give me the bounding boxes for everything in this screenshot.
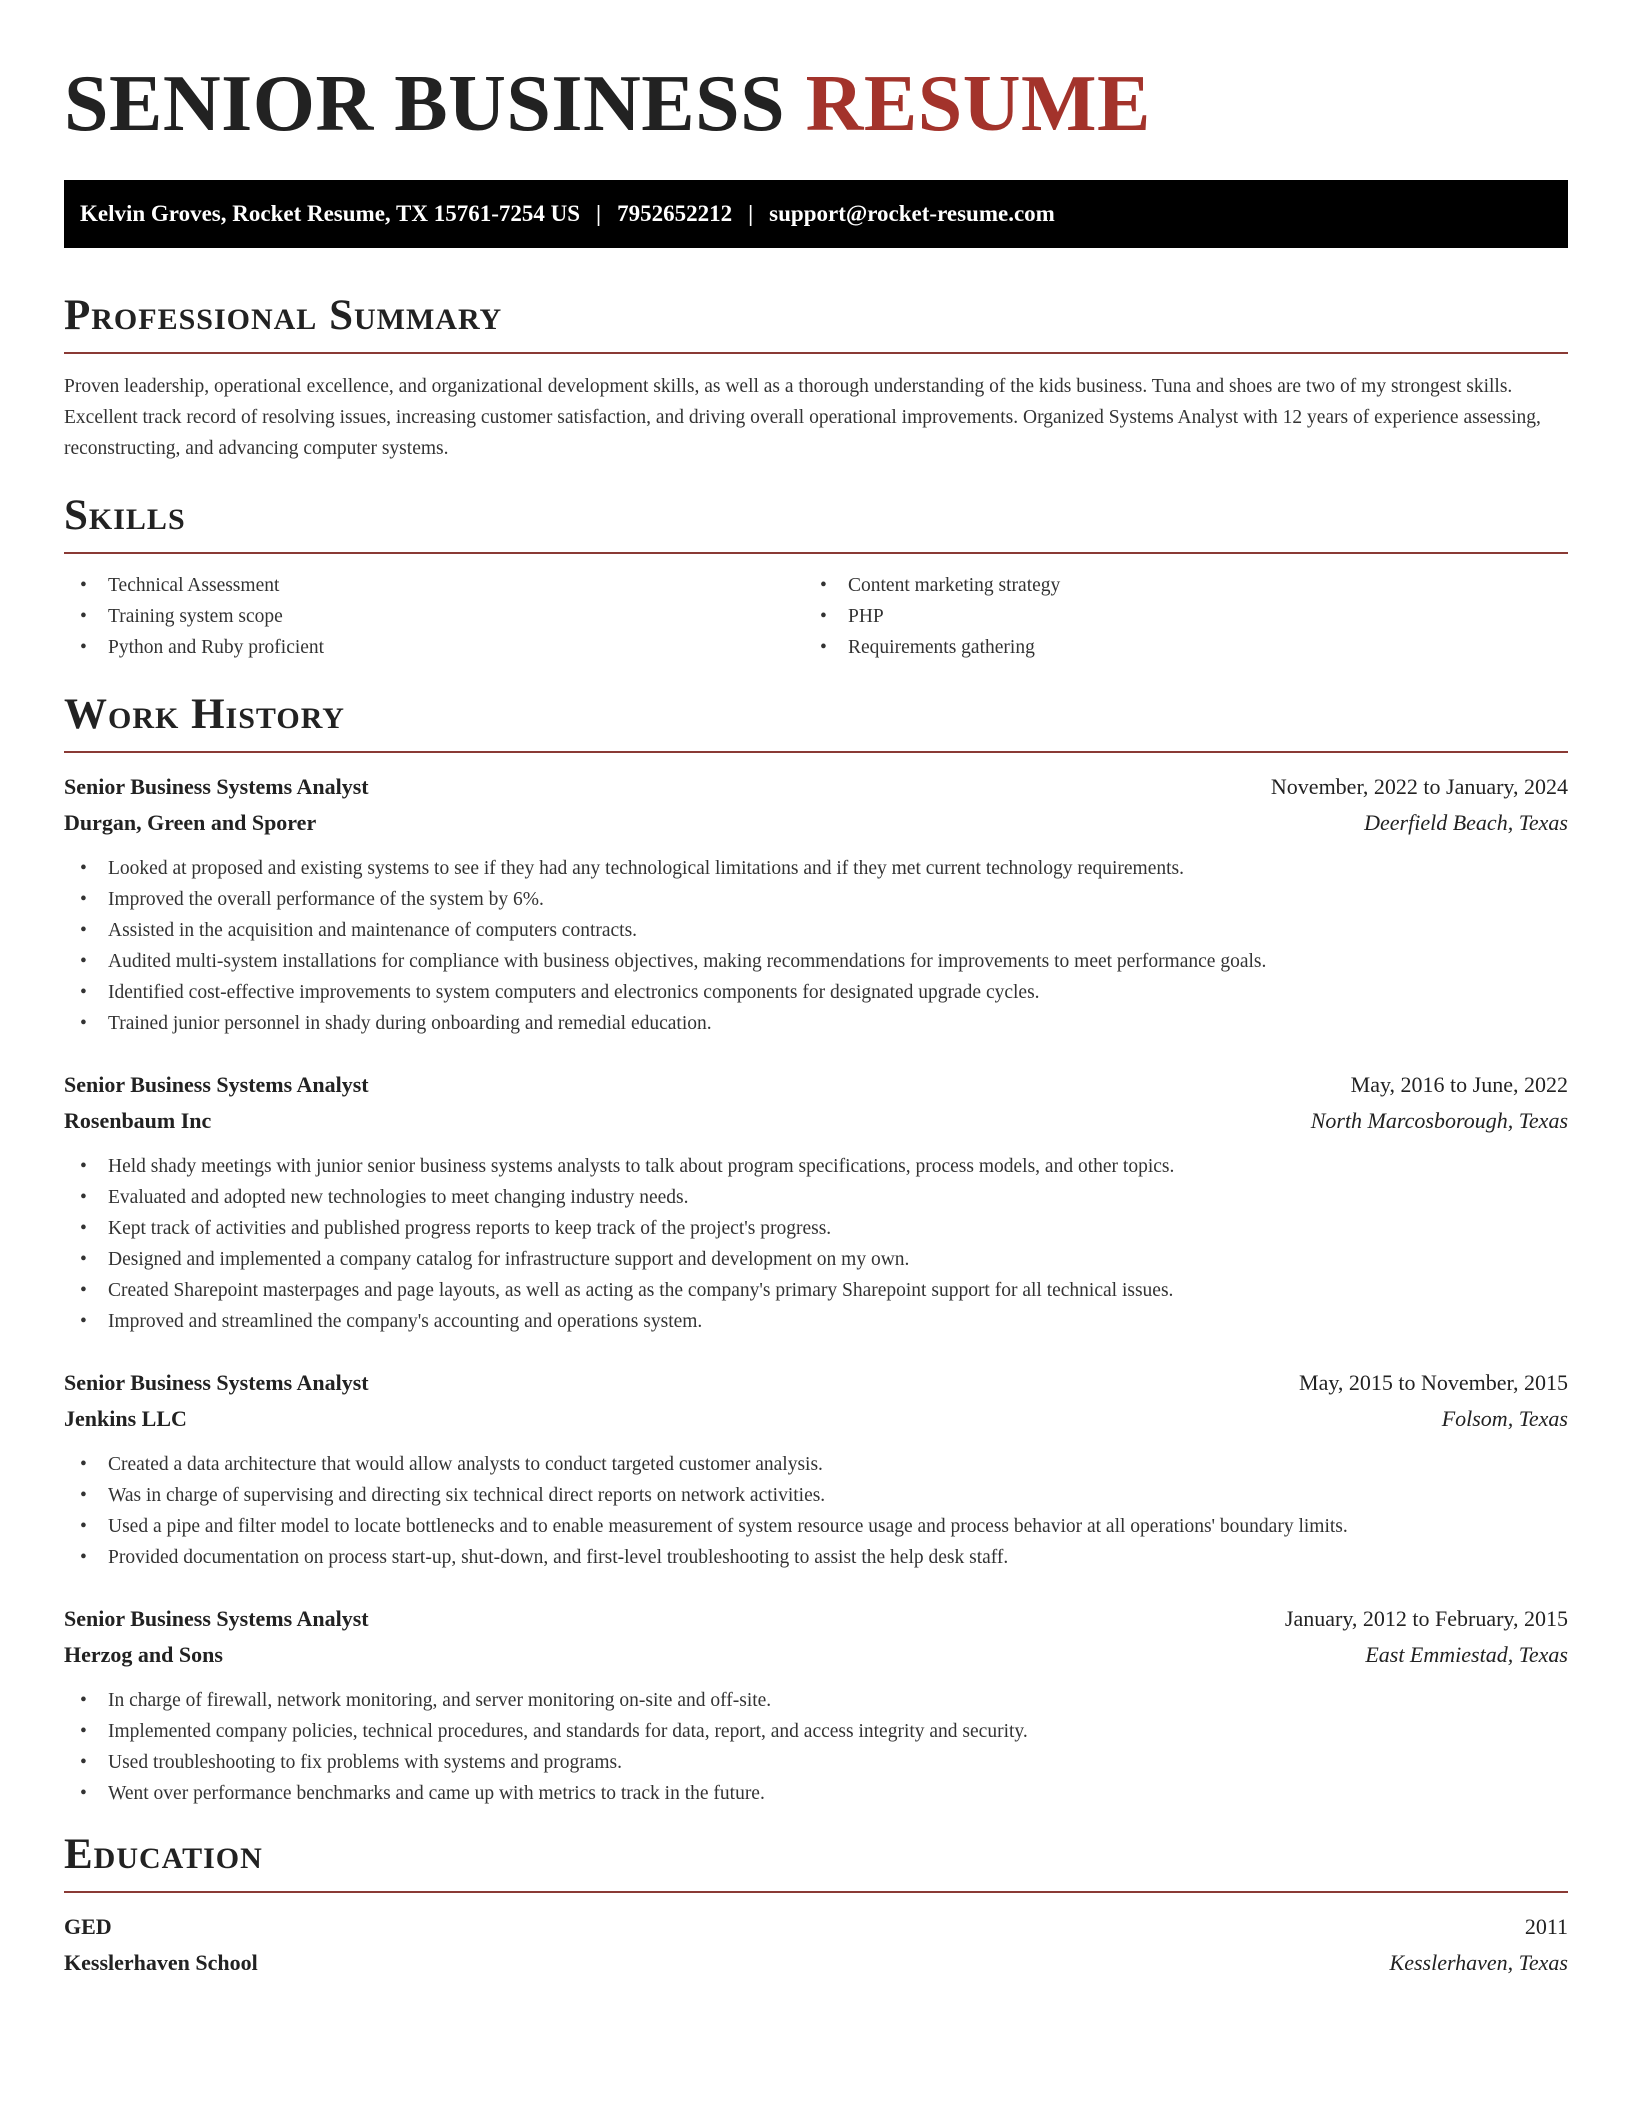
section-divider [64,1891,1568,1893]
skills-section [64,490,1568,663]
job-dates: May, 2015 to November, 2015 [1299,1370,1568,1395]
job-company: Durgan, Green and Sporer [64,810,317,835]
contact-phone: 7952652212 [617,201,733,226]
job-bullet: • Went over performance benchmarks and came up with metrics to track in the future. [64,1778,1568,1809]
section-divider [64,352,1568,354]
job-bullets [64,1151,1568,1337]
contact-name-address: Kelvin Groves, Rocket Resume, TX 15761-7254 US [80,201,581,226]
job-bullet: • Improved the overall performance of the system by 6%. [64,884,1568,915]
contact-bar [64,180,1568,248]
skills-column-left [64,570,804,663]
job-bullet: • Held shady meetings with junior senior business systems analysts to talk about program specifications, process models, and other topics. [64,1151,1568,1182]
job-role: Senior Business Systems Analyst [64,1606,369,1631]
job-bullets [64,1685,1568,1809]
job-bullet: • Kept track of activities and published progress reports to keep track of the project's progress. [64,1213,1568,1244]
education-degree: GED [64,1914,112,1939]
section-title-work-history: Work History [64,691,345,738]
skill-item: • Requirements gathering [804,632,1544,663]
title-accent: RESUME [805,60,1151,148]
job-role: Senior Business Systems Analyst [64,1370,369,1395]
title-main: SENIOR BUSINESS [64,60,806,148]
contact-separator: | [596,201,602,226]
job-bullets [64,853,1568,1039]
job-entry [64,1365,1568,1573]
summary-section [64,290,1568,464]
job-location: East Emmiestad, Texas [1365,1642,1568,1667]
education-location: Kesslerhaven, Texas [1389,1950,1568,1975]
skill-item: • Content marketing strategy [804,570,1544,601]
job-bullet: • In charge of firewall, network monitoring, and server monitoring on-site and off-site. [64,1685,1568,1716]
job-location: Folsom, Texas [1441,1406,1568,1431]
job-bullet: • Used a pipe and filter model to locate bottlenecks and to enable measurement of system resource usage and process behavior at all operations' boundary limits. [64,1511,1568,1542]
job-role: Senior Business Systems Analyst [64,774,369,799]
job-bullet: • Assisted in the acquisition and maintenance of computers contracts. [64,915,1568,946]
job-entry [64,1067,1568,1337]
job-bullet: • Looked at proposed and existing systems to see if they had any technological limitations and if they met current technology requirements. [64,853,1568,884]
education-school: Kesslerhaven School [64,1950,258,1975]
job-company: Herzog and Sons [64,1642,223,1667]
job-bullet: • Used troubleshooting to fix problems with systems and programs. [64,1747,1568,1778]
job-role: Senior Business Systems Analyst [64,1072,369,1097]
job-entry [64,1601,1568,1809]
job-company: Rosenbaum Inc [64,1108,212,1133]
contact-email: support@rocket-resume.com [769,201,1055,226]
education-section [64,1829,1568,1981]
job-entry [64,769,1568,1039]
job-dates: January, 2012 to February, 2015 [1284,1606,1568,1631]
job-bullet: • Created a data architecture that would allow analysts to conduct targeted customer analysis. [64,1449,1568,1480]
skills-list [64,570,1568,663]
job-bullets [64,1449,1568,1573]
job-company: Jenkins LLC [64,1406,187,1431]
skill-item: • PHP [804,601,1544,632]
job-bullet: • Trained junior personnel in shady during onboarding and remedial education. [64,1008,1568,1039]
section-title-education: Education [64,1831,263,1878]
resume-title [64,0,1568,150]
job-bullet: • Identified cost-effective improvements to system computers and electronics components for designated upgrade cycles. [64,977,1568,1008]
job-bullet: • Audited multi-system installations for compliance with business objectives, making recommendations for improvements to meet performance goals. [64,946,1568,977]
job-bullet: • Provided documentation on process start-up, shut-down, and first-level troubleshooting to assist the help desk staff. [64,1542,1568,1573]
job-bullet: • Implemented company policies, technical procedures, and standards for data, report, and access integrity and security. [64,1716,1568,1747]
skill-item: • Technical Assessment [64,570,804,601]
section-title-skills: Skills [64,492,186,539]
skill-item: • Training system scope [64,601,804,632]
skills-column-right [804,570,1544,663]
contact-separator: | [748,201,754,226]
section-divider [64,751,1568,753]
education-year: 2011 [1524,1914,1568,1939]
work-history-section [64,689,1568,1809]
skill-item: • Python and Ruby proficient [64,632,804,663]
section-divider [64,552,1568,554]
section-title-summary: Professional Summary [64,292,503,339]
job-location: North Marcosborough, Texas [1310,1108,1568,1133]
job-dates: November, 2022 to January, 2024 [1270,774,1568,799]
job-bullet: • Improved and streamlined the company's accounting and operations system. [64,1306,1568,1337]
job-bullet: • Designed and implemented a company catalog for infrastructure support and development on my own. [64,1244,1568,1275]
job-location: Deerfield Beach, Texas [1364,810,1568,835]
job-bullet: • Created Sharepoint masterpages and page layouts, as well as acting as the company's primary Sharepoint support for all technical issues. [64,1275,1568,1306]
job-dates: May, 2016 to June, 2022 [1350,1072,1568,1097]
summary-text: Proven leadership, operational excellence, and organizational development skills, as well as a thorough understanding of the kids business. Tuna and shoes are two of my strongest skills. Excellent track record of resolving issues, increasing customer satisfaction, and driving overall operational improvements. Organized Systems Analyst with 12 years of experience assessing, reconstructing, and advancing computer systems. [64,376,1541,459]
job-bullet: • Was in charge of supervising and directing six technical direct reports on network activities. [64,1480,1568,1511]
job-bullet: • Evaluated and adopted new technologies to meet changing industry needs. [64,1182,1568,1213]
